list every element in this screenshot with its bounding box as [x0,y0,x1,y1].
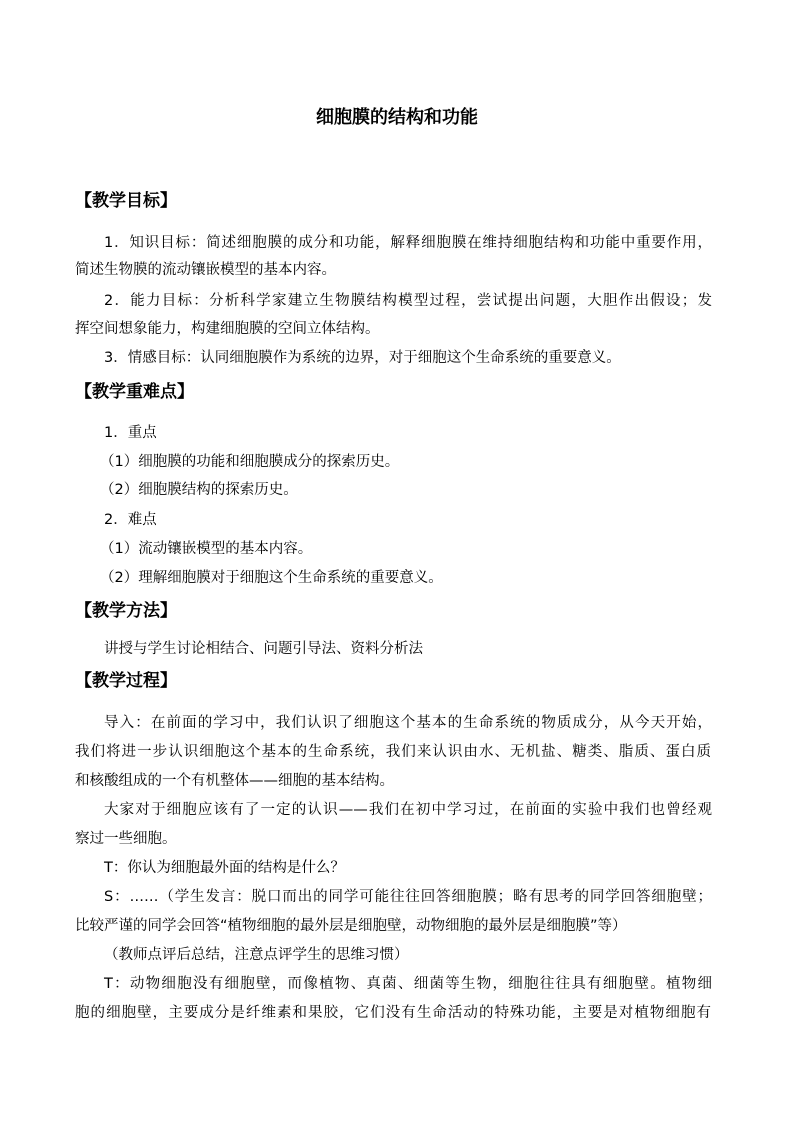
difficult-point-1: （1）流动镶嵌模型的基本内容。 [100,541,313,557]
key-point-2: （2）细胞膜结构的探索历史。 [100,482,298,498]
teacher-note: （教师点评后总结，注意点评学生的思维习惯） [104,947,409,963]
key-points-label: 1．重点 [104,425,157,441]
student-answer-line-1: S：……（学生发言：脱口而出的同学可能往往回答细胞膜；略有思考的同学回答细胞壁； [104,889,712,905]
difficult-point-2: （2）理解细胞膜对于细胞这个生命系统的重要意义。 [100,570,443,586]
heading-key-difficult-points: 【教学重难点】 [75,382,194,402]
key-point-1: （1）细胞膜的功能和细胞膜成分的探索历史。 [100,454,400,470]
paragraph-2-line-1: 大家对于细胞应该有了一定的认识——我们在初中学习过，在前面的实验中我们也曾经观 [104,802,712,818]
heading-teaching-process: 【教学过程】 [75,671,177,691]
teacher-summary-line-1: T：动物细胞没有细胞壁，而像植物、真菌、细菌等生物，细胞往往具有细胞壁。植物细 [104,976,712,992]
student-answer-line-2: 比较严谨的同学会回答“植物细胞的最外层是细胞壁，动物细胞的最外层是细胞膜”等） [75,918,627,934]
paragraph-2-line-2: 察过一些细胞。 [75,831,177,847]
teacher-question-1: T：你认为细胞最外面的结构是什么？ [104,860,345,876]
goal-2-line-1: 2．能力目标：分析科学家建立生物膜结构模型过程，尝试提出问题，大胆作出假设；发 [104,293,712,309]
heading-teaching-goals: 【教学目标】 [75,191,177,211]
difficult-points-label: 2．难点 [104,512,157,528]
teacher-summary-line-2: 胞的细胞壁，主要成分是纤维素和果胶，它们没有生命活动的特殊功能，主要是对植物细胞有 [75,1005,711,1021]
document-title: 细胞膜的结构和功能 [316,107,478,128]
heading-teaching-methods: 【教学方法】 [75,601,177,621]
goal-3-line-1: 3．情感目标：认同细胞膜作为系统的边界，对于细胞这个生命系统的重要意义。 [104,350,621,366]
teaching-methods-text: 讲授与学生讨论相结合、问题引导法、资料分析法 [104,641,423,657]
goal-2-line-2: 挥空间想象能力，构建细胞膜的空间立体结构。 [75,321,380,337]
intro-line-2: 我们将进一步认识细胞这个基本的生命系统，我们来认识由水、无机盐、糖类、脂质、蛋白质 [75,744,711,760]
intro-line-1: 导入：在前面的学习中，我们认识了细胞这个基本的生命系统的物质成分，从今天开始， [104,715,712,731]
goal-1-line-1: 1．知识目标：简述细胞膜的成分和功能，解释细胞膜在维持细胞结构和功能中重要作用， [104,235,712,251]
goal-1-line-2: 简述生物膜的流动镶嵌模型的基本内容。 [75,262,336,278]
intro-line-3: 和核酸组成的一个有机整体——细胞的基本结构。 [75,773,394,789]
